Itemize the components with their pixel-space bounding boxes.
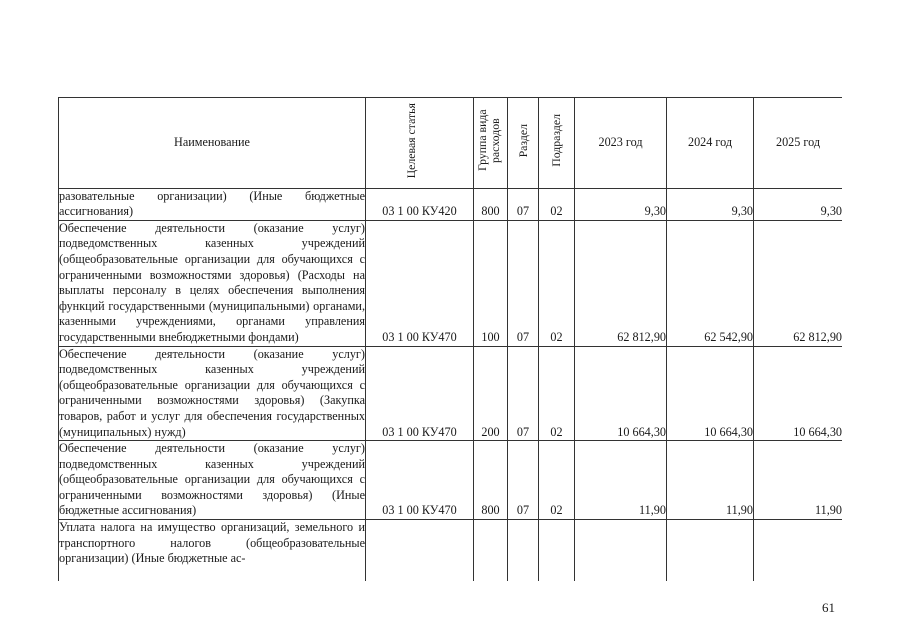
row-target-article: 03 1 00 КУ470: [366, 441, 474, 520]
row-amount-2023: 9,30: [575, 188, 667, 220]
row-name: Обеспечение деятельности (оказание услуг) подведомственных казенных учреждений (общеобразовательные организации для обучающихся с ограниченными возможностями здоровья) (Закупка товаров, работ и услуг для обеспечения государственных (муниципальных) нужд): [59, 346, 366, 441]
row-expense-group: 800: [474, 188, 508, 220]
header-subsection: [539, 98, 575, 189]
header-expense-group: [474, 98, 508, 189]
row-section: 07: [508, 441, 539, 520]
row-amount-2025: [754, 520, 843, 582]
row-subsection: 02: [539, 220, 575, 346]
header-target-article: [366, 98, 474, 189]
row-amount-2023: [575, 520, 667, 582]
header-year-2024: 2024 год: [667, 98, 754, 189]
header-section: [508, 98, 539, 189]
header-section-label: Раздел: [515, 123, 530, 158]
row-subsection: 02: [539, 346, 575, 441]
row-amount-2024: 9,30: [667, 188, 754, 220]
header-year-2025: 2025 год: [754, 98, 843, 189]
row-target-article: [366, 520, 474, 582]
table-row: [59, 346, 843, 441]
row-target-article: 03 1 00 КУ470: [366, 220, 474, 346]
row-amount-2025: 10 664,30: [754, 346, 843, 441]
row-amount-2024: 11,90: [667, 441, 754, 520]
budget-table-container: [58, 97, 842, 585]
row-amount-2025: 11,90: [754, 441, 843, 520]
row-subsection: 02: [539, 188, 575, 220]
page-number: 61: [822, 600, 835, 615]
row-subsection: [539, 520, 575, 582]
row-amount-2023: 62 812,90: [575, 220, 667, 346]
table-row: [59, 188, 843, 220]
header-name: Наименование: [59, 98, 366, 189]
budget-table: [58, 97, 842, 581]
header-expense-group-label: Группа вида расходов: [474, 109, 502, 172]
row-amount-2024: [667, 520, 754, 582]
row-amount-2024: 62 542,90: [667, 220, 754, 346]
row-section: 07: [508, 188, 539, 220]
row-amount-2023: 11,90: [575, 441, 667, 520]
row-amount-2024: 10 664,30: [667, 346, 754, 441]
row-target-article: 03 1 00 КУ420: [366, 188, 474, 220]
row-name: Обеспечение деятельности (оказание услуг) подведомственных казенных учреждений (общеобразовательные организации для обучающихся с ограниченными возможностями здоровья) (Расходы на выплаты персоналу в целях обеспечения выполнения функций государственными (муниципальными) органами, казенными учреждениями, органами управления государственными внебюджетными фондами): [59, 220, 366, 346]
row-name: Уплата налога на имущество организаций, земельного и транспортного налогов (общеобразовательные организации) (Иные бюджетные ас-: [59, 520, 366, 582]
table-header-row: [59, 98, 843, 189]
row-name: разовательные организации) (Иные бюджетные ассигнования): [59, 188, 366, 220]
row-name: Обеспечение деятельности (оказание услуг) подведомственных казенных учреждений (общеобразовательные организации для обучающихся с ограниченными возможностями здоровья) (Иные бюджетные ассигнования): [59, 441, 366, 520]
table-row: [59, 441, 843, 520]
row-amount-2025: 62 812,90: [754, 220, 843, 346]
row-expense-group: [474, 520, 508, 582]
table-row: [59, 220, 843, 346]
header-target-article-label: Целевая статья: [403, 102, 418, 179]
header-subsection-label: Подраздел: [549, 114, 563, 167]
row-amount-2025: 9,30: [754, 188, 843, 220]
row-section: [508, 520, 539, 582]
row-target-article: 03 1 00 КУ470: [366, 346, 474, 441]
row-amount-2023: 10 664,30: [575, 346, 667, 441]
header-year-2023: 2023 год: [575, 98, 667, 189]
row-section: 07: [508, 220, 539, 346]
row-expense-group: 100: [474, 220, 508, 346]
row-subsection: 02: [539, 441, 575, 520]
row-section: 07: [508, 346, 539, 441]
row-expense-group: 800: [474, 441, 508, 520]
table-row: [59, 520, 843, 582]
row-expense-group: 200: [474, 346, 508, 441]
